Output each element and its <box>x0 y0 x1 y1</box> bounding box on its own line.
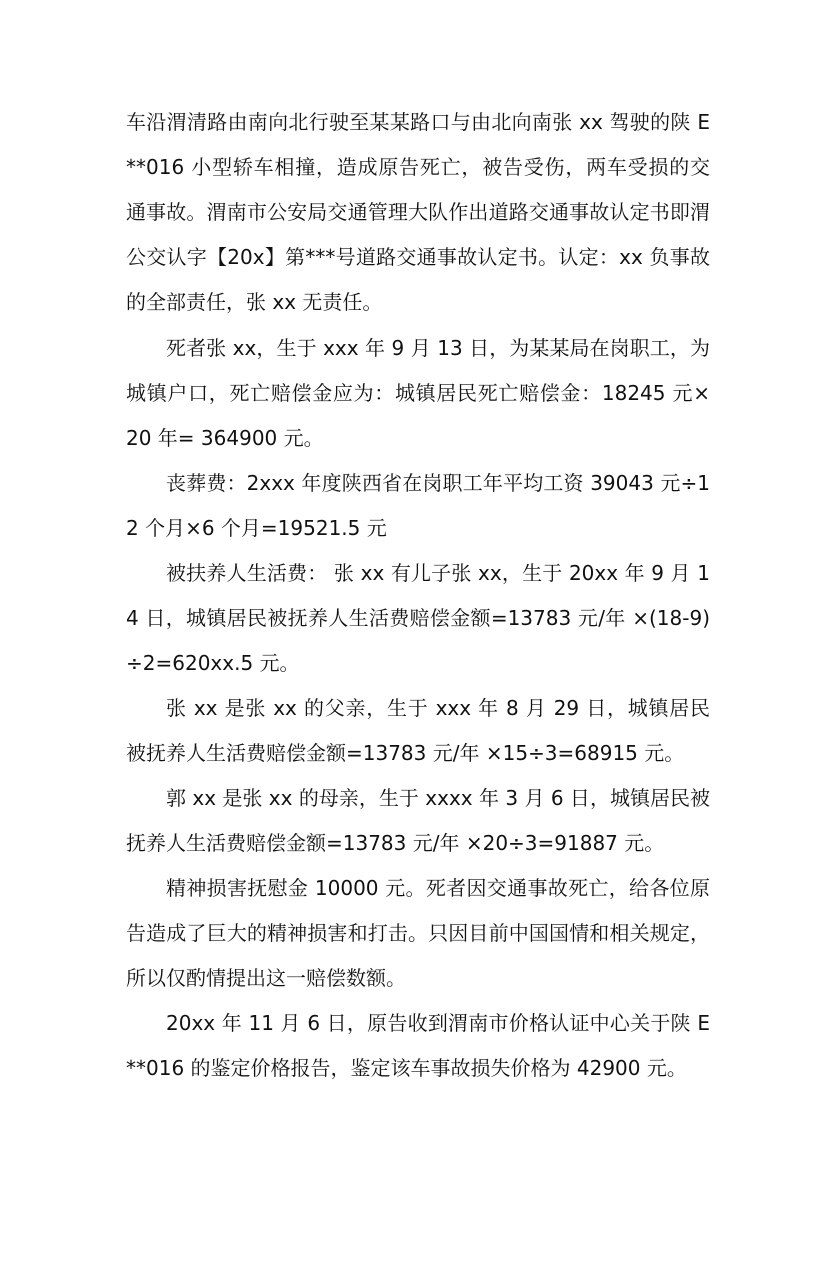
paragraph-dependent-father: 张 xx 是张 xx 的父亲，生于 xxx 年 8 月 29 日，城镇居民被抚养人生活费赔偿金额=13783 元/年 ×15÷3=68915 元。 <box>126 696 710 765</box>
paragraph-vehicle-appraisal: 20xx 年 11 月 6 日，原告收到渭南市价格认证中心关于陕 E**016 的鉴定价格报告，鉴定该车事故损失价格为 42900 元。 <box>126 1011 710 1080</box>
paragraph-death-compensation: 死者张 xx，生于 xxx 年 9 月 13 日，为某某局在岗职工，为城镇户口，死亡赔偿金应为：城镇居民死亡赔偿金：18245 元× 20 年= 364900 元。 <box>126 336 710 450</box>
paragraph-mental-damages: 精神损害抚慰金 10000 元。死者因交通事故死亡，给各位原告造成了巨大的精神损害和打击。只因目前中国国情和相关规定，所以仅酌情提出这一赔偿数额。 <box>126 876 710 990</box>
paragraph-dependent-son: 被扶养人生活费： 张 xx 有儿子张 xx，生于 20xx 年 9 月 14 日，城镇居民被抚养人生活费赔偿金额=13783 元/年 ×(18-9)÷2=620xx.5 元。 <box>126 561 710 675</box>
document-body <box>126 100 710 1091</box>
paragraph-accident-summary: 车沿渭清路由南向北行驶至某某路口与由北向南张 xx 驾驶的陕 E**016 小型轿车相撞，造成原告死亡，被告受伤，两车受损的交通事故。渭南市公安局交通管理大队作出道路交通事故认定书即渭公交认字【20x】第***号道路交通事故认定书。认定：xx 负事故的全部责任，张 xx 无责任。 <box>126 110 710 314</box>
paragraph-dependent-mother: 郭 xx 是张 xx 的母亲，生于 xxxx 年 3 月 6 日，城镇居民被抚养人生活费赔偿金额=13783 元/年 ×20÷3=91887 元。 <box>126 786 710 855</box>
paragraph-funeral-expenses: 丧葬费：2xxx 年度陕西省在岗职工年平均工资 39043 元÷12 个月×6 个月=19521.5 元 <box>126 471 710 540</box>
